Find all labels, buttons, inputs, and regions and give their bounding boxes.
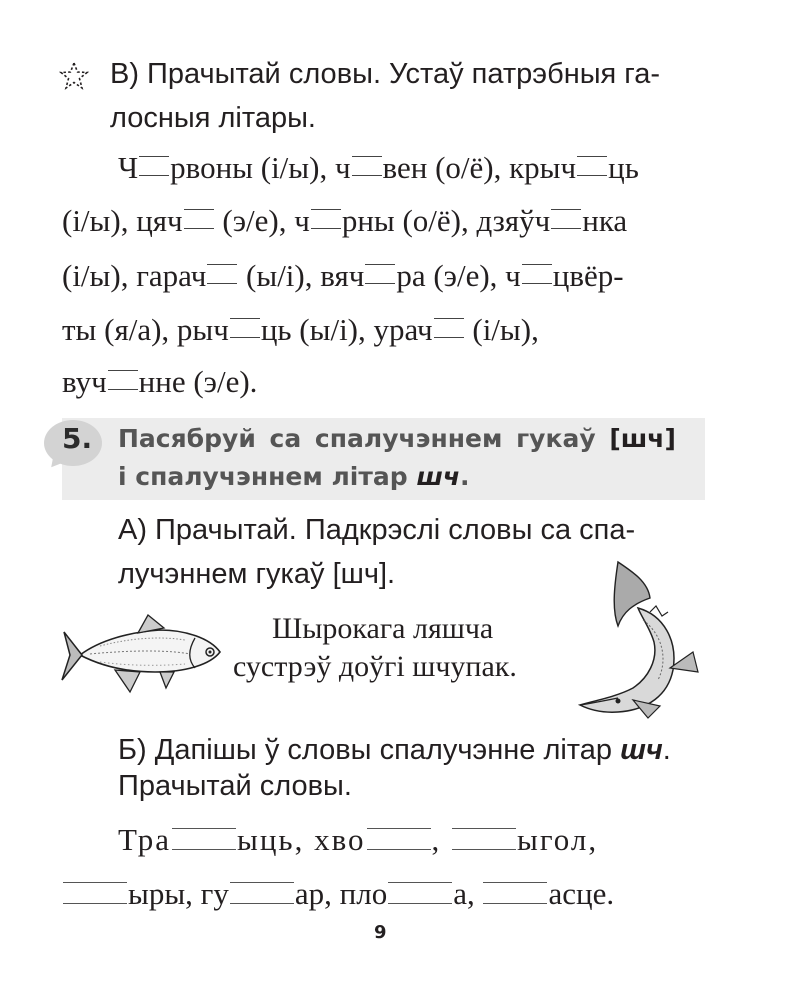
fill-in-blank[interactable] xyxy=(230,882,294,904)
section-v-exercise-line xyxy=(62,312,539,348)
task-title-sound: [шч] xyxy=(609,424,676,453)
fill-in-blank[interactable] xyxy=(551,209,581,229)
poem-line-1: Шырокага ляшча xyxy=(272,612,494,645)
exercise-text: ць (ы/і), урач xyxy=(260,312,433,347)
section-b-instruction-end: . xyxy=(662,734,671,766)
fill-in-blank[interactable] xyxy=(483,882,547,904)
section-b-instruction-text: Б) Дапішы ў словы спалучэнне літар xyxy=(118,734,621,766)
poem-line-2: сустрэў доўгі шчупак. xyxy=(233,650,517,683)
task-title-line-1-text: Пасябруй са спалучэннем гукаў xyxy=(118,424,610,453)
exercise-text: ыць, хво xyxy=(237,822,366,857)
fill-in-blank[interactable] xyxy=(63,882,127,904)
exercise-text: ар, пло xyxy=(294,876,388,911)
exercise-text: , xyxy=(431,822,451,857)
exercise-text: ты (я/а), рыч xyxy=(62,312,229,347)
exercise-text: нка xyxy=(582,203,628,238)
fill-in-blank[interactable] xyxy=(452,828,516,850)
fill-in-blank[interactable] xyxy=(434,318,464,338)
exercise-text: цвёр- xyxy=(552,258,624,293)
fill-in-blank[interactable] xyxy=(230,318,260,338)
task-title-line-2 xyxy=(118,462,470,491)
exercise-text: (і/ы), xyxy=(464,312,539,347)
exercise-text: (э/е), ч xyxy=(214,203,310,238)
section-v-exercise-line xyxy=(62,203,627,239)
star-outline-icon xyxy=(58,60,90,92)
section-v-instruction-line-2: лосныя літары. xyxy=(110,102,316,134)
exercise-text: (і/ы), гарач xyxy=(62,258,207,293)
task-title-line-2-end: . xyxy=(460,462,470,491)
exercise-text: (і/ы), цяч xyxy=(62,203,183,238)
fill-in-blank[interactable] xyxy=(388,882,452,904)
section-b-instruction-line-1 xyxy=(118,734,671,767)
task-title-line-1 xyxy=(118,424,676,453)
section-b-letters: шч xyxy=(620,734,663,766)
exercise-text: ыгол, xyxy=(517,822,599,857)
fill-in-blank[interactable] xyxy=(352,156,382,176)
section-v-instruction-line-1: В) Прачытай словы. Устаў патрэбныя га- xyxy=(110,58,661,90)
exercise-text: а, xyxy=(453,876,483,911)
exercise-text: вуч xyxy=(62,364,107,399)
task-title-letters: шч xyxy=(416,462,461,491)
fill-in-blank[interactable] xyxy=(139,156,169,176)
exercise-text: (ы/і), вяч xyxy=(238,258,365,293)
section-b-exercise-line xyxy=(118,822,598,858)
exercise-text: рны (о/ё), дзяўч xyxy=(341,203,551,238)
fill-in-blank[interactable] xyxy=(365,264,395,284)
exercise-text: Ч xyxy=(118,150,139,185)
task-title-line-2-text: і спалучэннем літар xyxy=(118,462,417,491)
exercise-text: ць xyxy=(608,150,639,185)
exercise-text: нне (э/е). xyxy=(138,364,258,399)
section-a-instruction-line-1: А) Прачытай. Падкрэслі словы са спа- xyxy=(118,514,636,546)
fill-in-blank[interactable] xyxy=(207,264,237,284)
page-number: 9 xyxy=(374,922,387,943)
fill-in-blank[interactable] xyxy=(108,370,138,390)
bream-fish-illustration xyxy=(60,610,225,695)
exercise-text: Тра xyxy=(118,822,172,857)
section-v-exercise-line xyxy=(62,364,257,400)
section-v-exercise-line xyxy=(62,258,624,294)
task-number: 5. xyxy=(62,422,93,455)
section-b-exercise-line xyxy=(62,876,614,912)
section-a-instruction-line-2: лучэннем гукаў [шч]. xyxy=(118,558,396,590)
exercise-text: рвоны (і/ы), ч xyxy=(170,150,351,185)
fill-in-blank[interactable] xyxy=(184,209,214,229)
pike-fish-illustration xyxy=(578,560,713,720)
fill-in-blank[interactable] xyxy=(172,828,236,850)
fill-in-blank[interactable] xyxy=(577,156,607,176)
section-b-instruction-line-2: Прачытай словы. xyxy=(118,770,352,802)
exercise-text: асце. xyxy=(548,876,615,911)
exercise-text: ра (э/е), ч xyxy=(396,258,521,293)
exercise-text: вен (о/ё), крыч xyxy=(382,150,577,185)
section-v-exercise-line xyxy=(118,150,639,186)
fill-in-blank[interactable] xyxy=(522,264,552,284)
fill-in-blank[interactable] xyxy=(311,209,341,229)
exercise-text: ыры, гу xyxy=(128,876,229,911)
fill-in-blank[interactable] xyxy=(367,828,431,850)
